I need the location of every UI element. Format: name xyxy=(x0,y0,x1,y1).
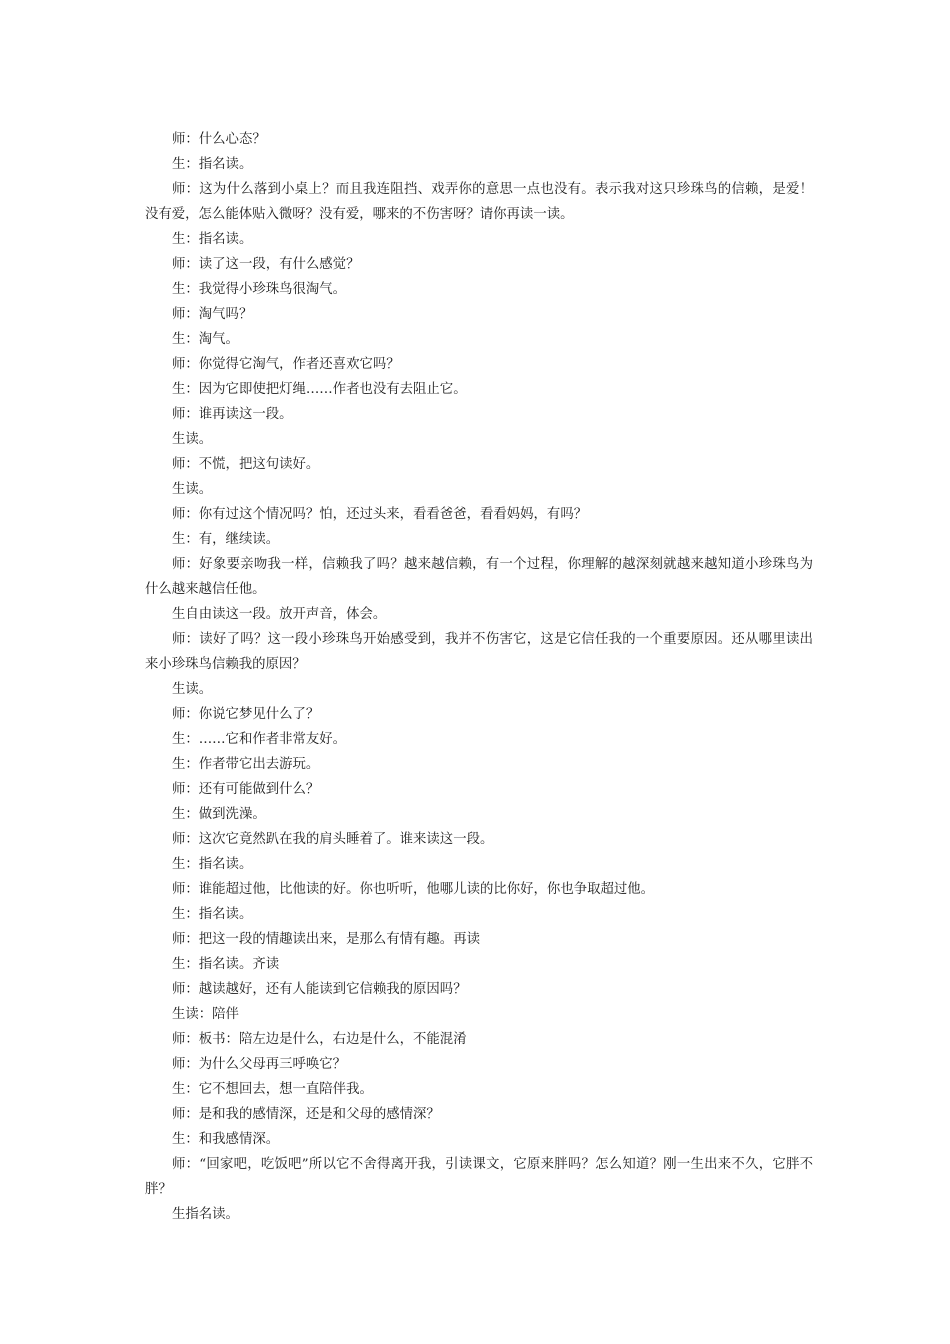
paragraph-11: 师：谁再读这一段。 xyxy=(172,407,293,422)
paragraph-21: 师：你说它梦见什么了？ xyxy=(172,707,320,722)
paragraph-2: 生：指名读。 xyxy=(172,157,253,172)
paragraph-12: 生读。 xyxy=(172,432,213,447)
paragraph-9: 师：你觉得它淘气，作者还喜欢它吗？ xyxy=(172,357,400,372)
paragraph-33: 生读：陪伴 xyxy=(172,1007,239,1022)
paragraph-7: 师：淘气吗？ xyxy=(172,307,253,322)
paragraph-17: 师：好象要亲吻我一样，信赖我了吗？越来越信赖，有一个过程，你理解的越深刻就越来越知道小珍珠鸟为什么越来越信任他。 xyxy=(145,557,813,597)
paragraph-5: 师：读了这一段，有什么感觉？ xyxy=(172,257,360,272)
paragraph-20: 生读。 xyxy=(172,682,213,697)
paragraph-24: 师：还有可能做到什么？ xyxy=(172,782,320,797)
paragraph-40: 生指名读。 xyxy=(172,1207,239,1222)
paragraph-36: 生：它不想回去，想一直陪伴我。 xyxy=(172,1082,373,1097)
paragraph-15: 师：你有过这个情况吗？怕，还过头来，看看爸爸，看看妈妈，有吗？ xyxy=(172,507,588,522)
paragraph-29: 生：指名读。 xyxy=(172,907,253,922)
paragraph-1: 师：什么心态？ xyxy=(172,132,266,147)
paragraph-14: 生读。 xyxy=(172,482,213,497)
paragraph-19: 师：读好了吗？这一段小珍珠鸟开始感受到，我并不伤害它，这是它信任我的一个重要原因。还从哪里读出来小珍珠鸟信赖我的原因？ xyxy=(145,632,813,672)
paragraph-38: 生：和我感情深。 xyxy=(172,1132,280,1147)
paragraph-39: 师：“回家吧，吃饭吧”所以它不舍得离开我，引读课文，它原来胖吗？怎么知道？刚一生出来不久，它胖不胖？ xyxy=(145,1157,813,1197)
paragraph-4: 生：指名读。 xyxy=(172,232,253,247)
paragraph-31: 生：指名读。齐读 xyxy=(172,957,280,972)
paragraph-26: 师：这次它竟然趴在我的肩头睡着了。谁来读这一段。 xyxy=(172,832,494,847)
paragraph-37: 师：是和我的感情深，还是和父母的感情深？ xyxy=(172,1107,440,1122)
paragraph-3: 师：这为什么落到小桌上？而且我连阻挡、戏弄你的意思一点也没有。表示我对这只珍珠鸟的信赖，是爱！没有爱，怎么能体贴入微呀？没有爱，哪来的不伤害呀？请你再读一读。 xyxy=(145,182,813,222)
document-page xyxy=(145,127,813,1227)
paragraph-10: 生：因为它即使把灯绳……作者也没有去阻止它。 xyxy=(172,382,467,397)
paragraph-18: 生自由读这一段。放开声音，体会。 xyxy=(172,607,387,622)
paragraph-35: 师：为什么父母再三呼唤它？ xyxy=(172,1057,347,1072)
paragraph-34: 师：板书：陪左边是什么，右边是什么，不能混淆 xyxy=(172,1032,467,1047)
paragraph-28: 师：谁能超过他，比他读的好。你也听听，他哪儿读的比你好，你也争取超过他。 xyxy=(172,882,655,897)
paragraph-23: 生：作者带它出去游玩。 xyxy=(172,757,320,772)
paragraph-6: 生：我觉得小珍珠鸟很淘气。 xyxy=(172,282,347,297)
paragraph-16: 生：有，继续读。 xyxy=(172,532,280,547)
paragraph-27: 生：指名读。 xyxy=(172,857,253,872)
paragraph-8: 生：淘气。 xyxy=(172,332,239,347)
paragraph-22: 生：……它和作者非常友好。 xyxy=(172,732,347,747)
paragraph-30: 师：把这一段的情趣读出来，是那么有情有趣。再读 xyxy=(172,932,480,947)
paragraph-25: 生：做到洗澡。 xyxy=(172,807,266,822)
paragraph-13: 师：不慌，把这句读好。 xyxy=(172,457,320,472)
paragraph-32: 师：越读越好，还有人能读到它信赖我的原因吗？ xyxy=(172,982,467,997)
